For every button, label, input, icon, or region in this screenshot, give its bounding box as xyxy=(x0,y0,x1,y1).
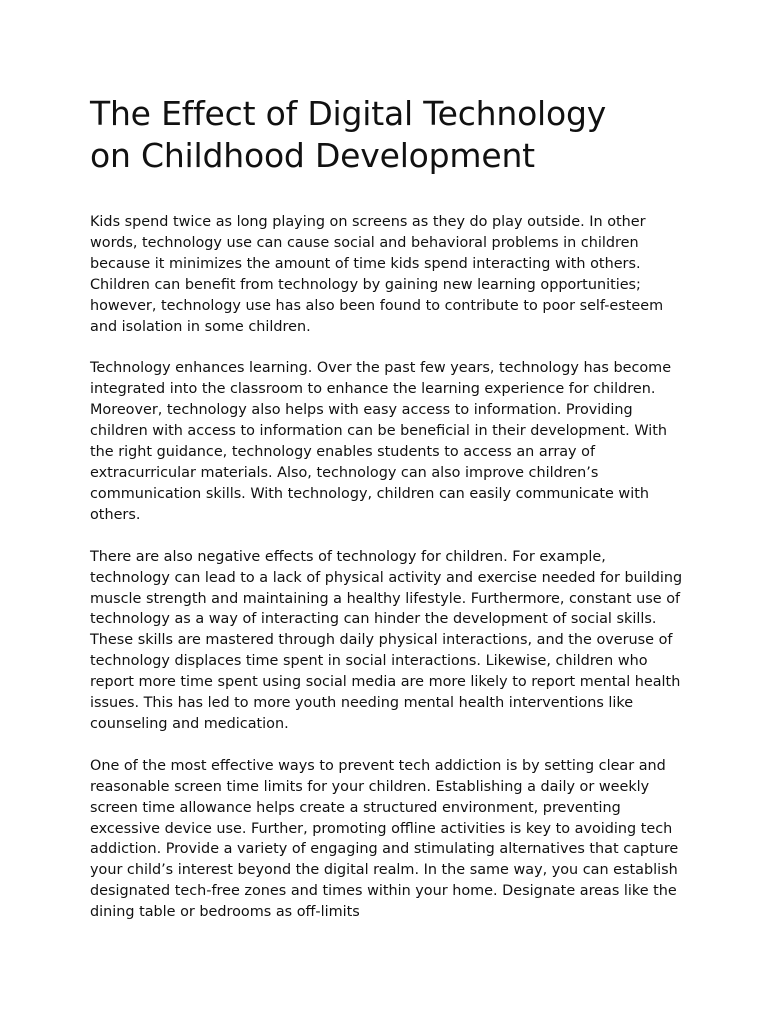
document-title-line-2: on Childhood Development xyxy=(90,136,535,175)
paragraph-4: One of the most effective ways to prevent tech addiction is by setting clear and reasonable screen time limits for your children. Establishing a daily or weekly screen time allowance helps create a structured environment, preventing excessive device use. Further, promoting offline activities is key to avoiding tech addiction. Provide a variety of engaging and stimulating alternatives that capture your child’s interest beyond the digital realm. In the same way, you can establish designated tech-free zones and times within your home. Designate areas like the dining table or bedrooms as off-limits xyxy=(90,757,679,921)
paragraph-2: Technology enhances learning. Over the past few years, technology has become integrated into the classroom to enhance the learning experience for children. Moreover, technology also helps with easy access to information. Providing children with access to information can be beneficial in their development. With the right guidance, technology enables students to access an array of extracurricular materials. Also, technology can also improve children’s communication skills. With technology, children can easily communicate with others. xyxy=(90,360,672,523)
paragraph-1: Kids spend twice as long playing on screens as they do play outside. In other words, technology use can cause social and behavioral problems in children because it minimizes the amount of time kids spend interacting with others. Children can benefit from technology by gaining new learning opportunities; however, technology use has also been found to contribute to poor self-esteem and isolation in some children. xyxy=(90,214,664,335)
document-title xyxy=(90,93,684,177)
paragraph-3: There are also negative effects of technology for children. For example, technology can lead to a lack of physical activity and exercise needed for building muscle strength and maintaining a healthy lifestyle. Furthermore, constant use of technology as a way of interacting can hinder the development of social skills. These skills are mastered through daily physical interactions, and the overuse of technology displaces time spent in social interactions. Likewise, children who report more time spent using social media are more likely to report mental health issues. This has led to more youth needing mental health interventions like counseling and medication. xyxy=(90,548,683,732)
document-body xyxy=(90,212,684,923)
document-page xyxy=(90,93,684,944)
document-title-line-1: The Effect of Digital Technology xyxy=(90,94,607,133)
